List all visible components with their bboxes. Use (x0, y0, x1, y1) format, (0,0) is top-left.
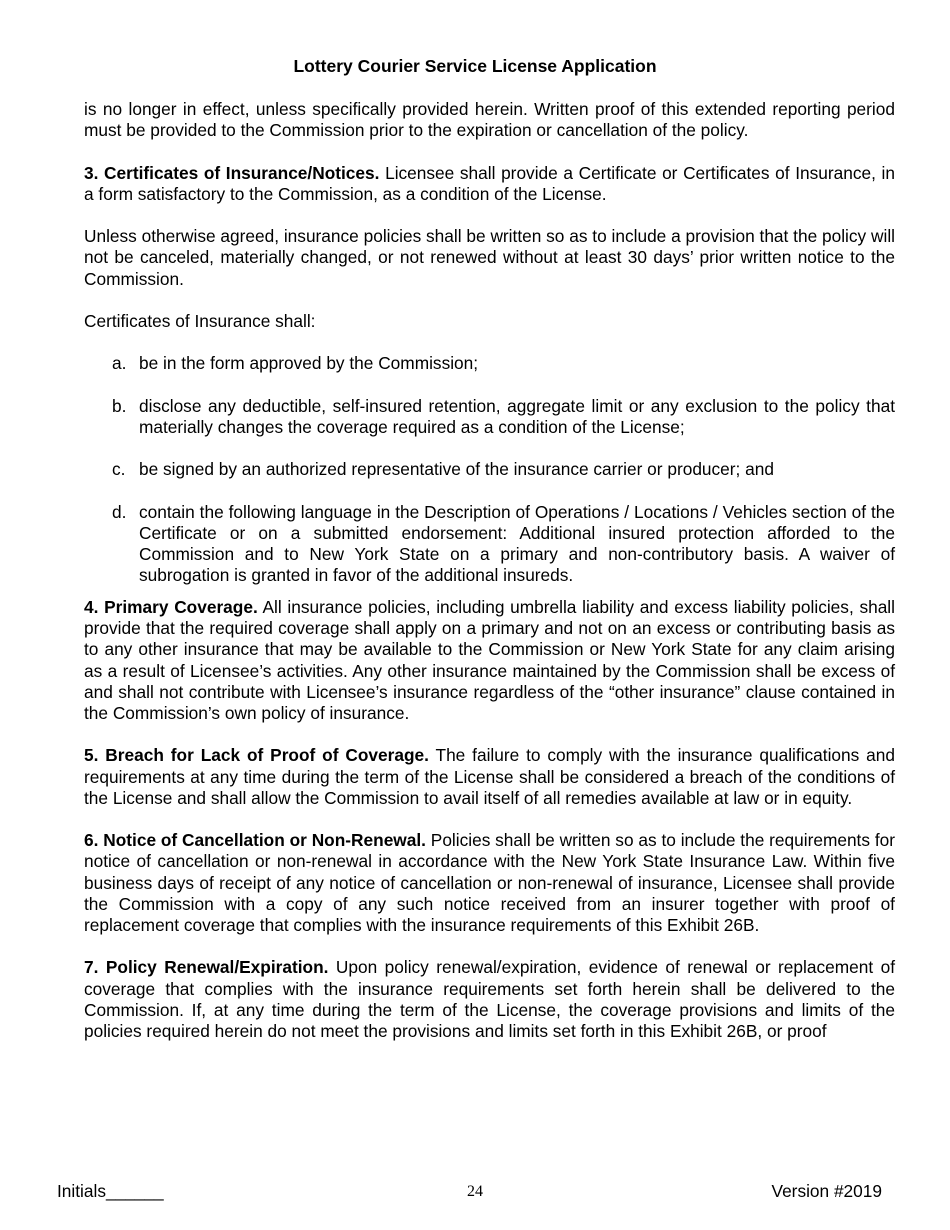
section-4-text: All insurance policies, including umbrella liability and excess liability policies, shall provide that the required coverage shall apply on a primary and not on an excess or contributing basis as to any other insurance that may be available to the Commission or New York State for any claim arising as a result of Licensee’s activities. Any other insurance maintained by the Commission shall be excess of and shall not contribute with Licensee’s insurance regardless of the “other insurance” clause contained in the Commission’s own policy of insurance. (84, 597, 895, 724)
document-title: Lottery Courier Service License Application (293, 56, 657, 76)
section-4 (84, 597, 895, 724)
certificate-requirements-list (112, 353, 895, 586)
paragraph-unless: Unless otherwise agreed, insurance policies shall be written so as to include a provision that the policy will not be canceled, materially changed, or not renewed without at least 30 days’ prior written notice to the Commission. (84, 226, 895, 289)
section-7 (84, 957, 895, 1042)
paragraph-certificates-shall: Certificates of Insurance shall: (84, 310, 316, 331)
list-item-text: be in the form approved by the Commission; (139, 353, 479, 374)
section-7-heading: 7. Policy Renewal/Expiration. (84, 957, 329, 978)
list-item (112, 459, 895, 480)
list-item-label: d. (112, 501, 127, 522)
section-5-text: The failure to comply with the insurance qualifications and requirements at any time during the term of the License shall be considered a breach of the conditions of the License and shall allow the Commission to avail itself of all remedies available at law or in equity. (84, 745, 896, 808)
section-3-text: Licensee shall provide a Certificate or Certificates of Insurance, in a form satisfactory to the Commission, as a condition of the License. (84, 162, 895, 204)
section-4-heading: 4. Primary Coverage. (84, 597, 258, 618)
section-6-heading: 6. Notice of Cancellation or Non-Renewal. (84, 830, 426, 851)
list-item-label: b. (112, 395, 127, 416)
section-5 (84, 745, 895, 809)
section-6 (84, 830, 895, 936)
section-6-text: Policies shall be written so as to include the requirements for notice of cancellation or non-renewal in accordance with the New York State Insurance Law. Within five business days of receipt of any notice of cancellation or non-renewal of insurance, Licensee shall provide the Commission with a copy of any such notice received from an insurer together with proof of replacement coverage that complies with the insurance requirements of this Exhibit 26B. (84, 830, 895, 936)
list-item-text: contain the following language in the Description of Operations / Locations / Vehicles section of the Certificate or on a submitted endorsement: Additional insured protection afforded to the Commission and to New York State on a primary and non-contributory basis. A waiver of subrogation is granted in favor of the additional insureds. (139, 501, 895, 586)
list-item (112, 396, 895, 438)
list-item-text: be signed by an authorized representative of the insurance carrier or producer; and (139, 459, 774, 480)
version-label: Version #2019 (771, 1181, 882, 1201)
list-item (112, 502, 895, 587)
section-7-text: Upon policy renewal/expiration, evidence of renewal or replacement of coverage that complies with the insurance requirements set forth herein shall be delivered to the Commission. If, at any time during the term of the License, the coverage provisions and limits of the policies required herein do not meet the provisions and limits set forth in this Exhibit 26B, or proof (84, 957, 895, 1042)
list-item (112, 353, 895, 374)
section-5-heading: 5. Breach for Lack of Proof of Coverage. (84, 745, 429, 766)
list-item-label: a. (112, 353, 127, 374)
initials-field: Initials______ (57, 1181, 164, 1201)
section-3 (84, 163, 895, 205)
list-item-label: c. (112, 459, 126, 480)
page-number: 24 (467, 1183, 483, 1200)
paragraph-intro: is no longer in effect, unless specifically provided herein. Written proof of this extended reporting period must be provided to the Commission prior to the expiration or cancellation of the policy. (84, 99, 895, 141)
section-3-heading: 3. Certificates of Insurance/Notices. (84, 162, 380, 183)
list-item-text: disclose any deductible, self-insured retention, aggregate limit or any exclusion to the policy that materially changes the coverage required as a condition of the License; (139, 395, 895, 437)
page-footer (0, 1181, 950, 1205)
document-body (84, 99, 895, 1063)
